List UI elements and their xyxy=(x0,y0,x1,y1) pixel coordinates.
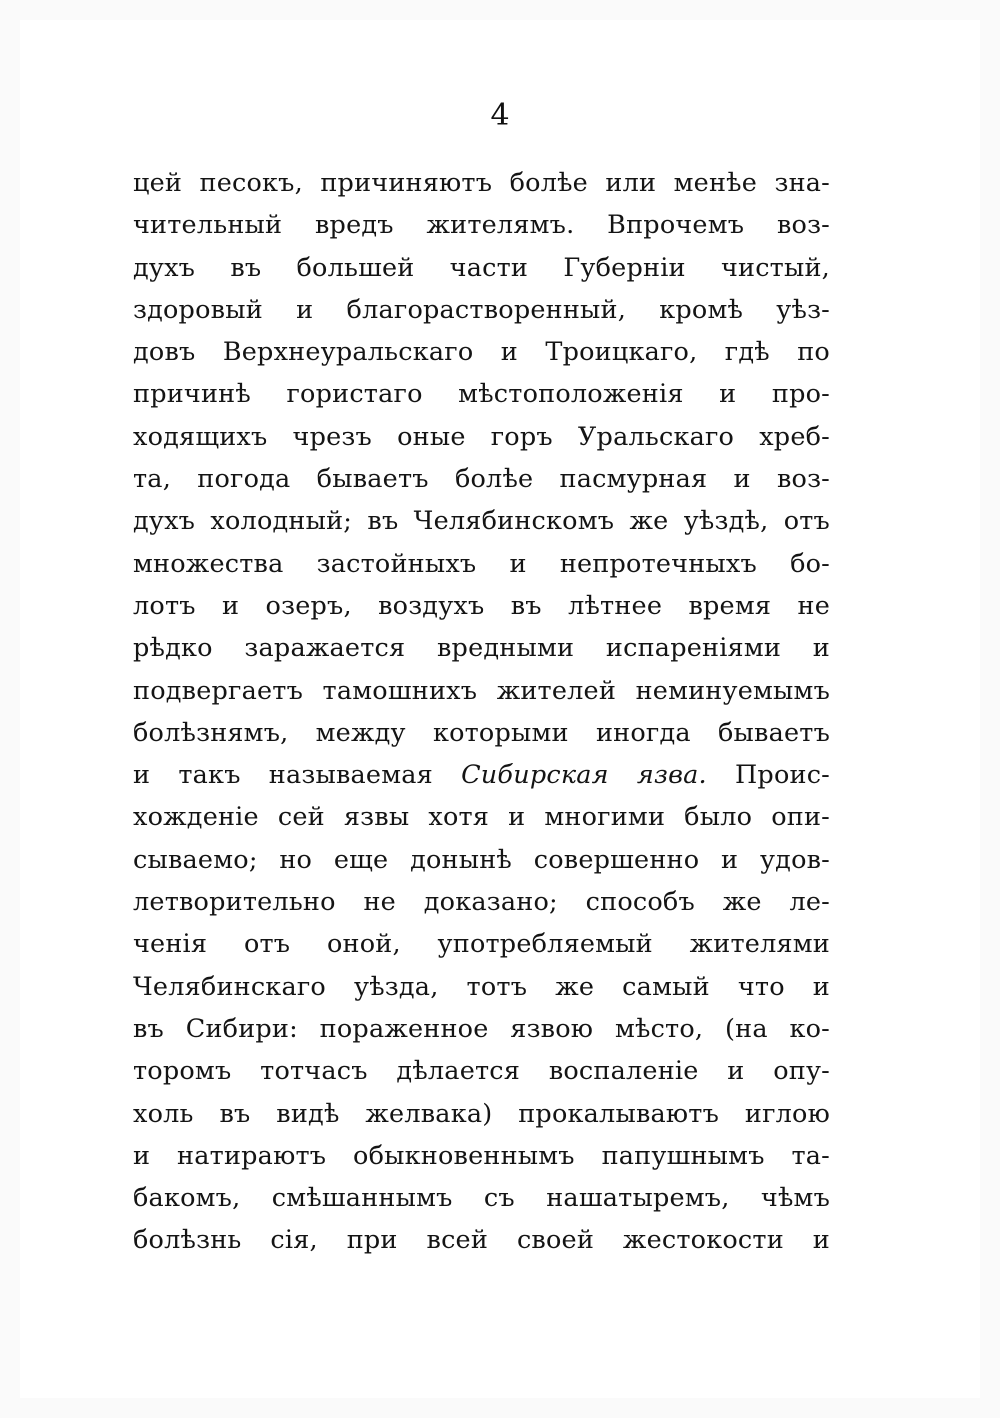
text-span: и такъ называемая xyxy=(133,760,433,791)
text-line: болѣзнь сія, при всей своей жестокости и xyxy=(133,1225,830,1256)
text-line xyxy=(133,754,830,796)
text-line: та, погода бываетъ болѣе пасмурная и воз- xyxy=(133,464,830,495)
text-line: подвергаетъ тамошнихъ жителей неминуемымъ xyxy=(133,675,830,706)
page-number: 4 xyxy=(490,98,510,133)
text-line: здоровый и благорастворенный, кромѣ уѣз- xyxy=(133,294,830,325)
text-line: летворительно не доказано; способъ же ле- xyxy=(133,887,830,918)
italic-term: Сибирская язва. xyxy=(461,760,707,791)
text-line: Челябинскаго уѣзда, тотъ же самый что и xyxy=(133,971,830,1002)
text-line: хожденіе сей язвы хотя и многими было опи- xyxy=(133,802,830,833)
text-line: причинѣ гористаго мѣстоположенія и про- xyxy=(133,379,830,410)
text-line: духъ въ большей части Губерніи чистый, xyxy=(133,252,830,283)
text-line: болѣзнямъ, между которыми иногда бываетъ xyxy=(133,717,830,748)
text-line: холь въ видѣ желвака) прокалываютъ иглою xyxy=(133,1098,830,1129)
text-line: множества застойныхъ и непротечныхъ бо- xyxy=(133,548,830,579)
text-line: довъ Верхнеуральскаго и Троицкаго, гдѣ по xyxy=(133,337,830,368)
text-line: лотъ и озеръ, воздухъ въ лѣтнее время не xyxy=(133,590,830,621)
text-line: сываемо; но еще донынѣ совершенно и удов- xyxy=(133,844,830,875)
text-line: ченія отъ оной, употребляемый жителями xyxy=(133,929,830,960)
text-line: цей песокъ, причиняютъ болѣе или менѣе зна- xyxy=(133,168,830,198)
text-line: ходящихъ чрезъ оные горъ Уральскаго хреб- xyxy=(133,421,830,452)
text-span: Проис- xyxy=(734,760,830,791)
text-line: духъ холодный; въ Челябинскомъ же уѣздѣ, отъ xyxy=(133,506,830,537)
page-body-text xyxy=(133,162,830,1262)
text-line: чительный вредъ жителямъ. Впрочемъ воз- xyxy=(133,210,830,241)
text-line: и натираютъ обыкновеннымъ папушнымъ та- xyxy=(133,1140,830,1171)
text-line: рѣдко заражается вредными испареніями и xyxy=(133,633,830,664)
text-line: торомъ тотчасъ дѣлается воспаленіе и опу- xyxy=(133,1056,830,1087)
text-line: въ Сибири: пораженное язвою мѣсто, (на ко- xyxy=(133,1013,830,1044)
text-line: бакомъ, смѣшаннымъ съ нашатыремъ, чѣмъ xyxy=(133,1183,830,1214)
